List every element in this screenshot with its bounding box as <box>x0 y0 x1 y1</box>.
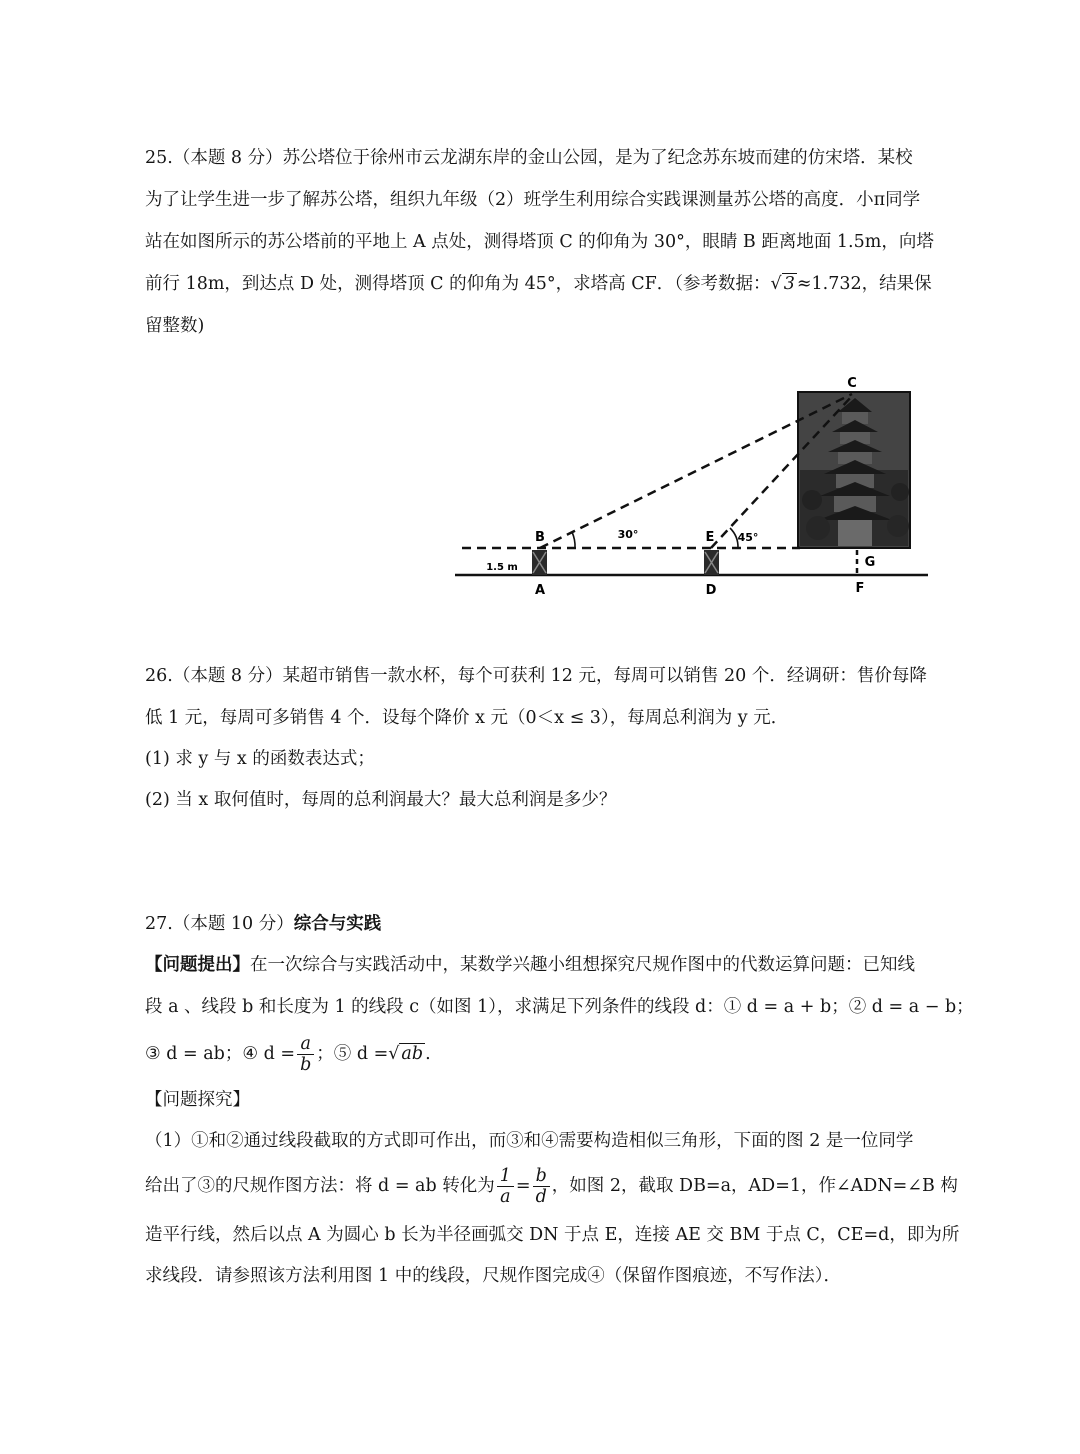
fraction-numerator: 1 <box>497 1166 514 1187</box>
angle-arc-30 <box>572 532 575 548</box>
fraction-numerator: a <box>297 1034 314 1055</box>
fraction-a-over-b <box>297 1034 314 1075</box>
label-g: G <box>864 555 876 570</box>
fraction-denominator: d <box>535 1187 547 1207</box>
q26-item-1: (1) 求 y 与 x 的函数表达式； <box>145 749 375 769</box>
q25-line-3: 站在如图所示的苏公塔前的平地上 A 点处，测得塔顶 C 的仰角为 30°，眼睛 B 距离地面 1.5m，向塔 <box>145 232 934 252</box>
q27-p2-line-2 <box>145 1164 958 1208</box>
label-c: C <box>847 376 857 391</box>
q25-line-5: 留整数) <box>145 316 205 336</box>
fraction-denominator: b <box>300 1055 312 1075</box>
label-b: B <box>535 530 545 545</box>
q27-header <box>145 912 945 936</box>
sqrt-ab: √ ab <box>388 1044 424 1064</box>
tower-figure <box>440 370 940 605</box>
angle-label-30: 30° <box>617 528 639 541</box>
observer-a-icon <box>532 550 547 575</box>
q27-p1-text-3a: ③ d = ab；④ d = <box>145 1044 296 1064</box>
q27-p1-text-3b: ；⑤ d = <box>316 1044 389 1064</box>
q27-p2-text-2a: 给出了③的尺规作图方法：将 d = ab 转化为 <box>145 1176 495 1196</box>
label-d: D <box>705 583 717 598</box>
label-a: A <box>534 583 546 598</box>
q26-line-1: 26.（本题 8 分）某超市销售一款水杯，每个可获利 12 元，每周可以销售 20 个．经调研：售价每降 <box>145 666 927 686</box>
fraction-b-over-d <box>533 1166 550 1207</box>
q27-p1-text-3c: . <box>425 1044 431 1064</box>
q27-title: 综合与实践 <box>293 914 382 934</box>
observer-d-icon <box>704 550 719 575</box>
equals-sign: = <box>515 1176 531 1196</box>
fraction-numerator: b <box>533 1166 550 1187</box>
label-e: E <box>705 530 715 545</box>
q25-line-4-tail: ≈1.732，结果保 <box>796 274 932 294</box>
q25-line-4-text: 前行 18m，到达点 D 处，测得塔顶 C 的仰角为 45°，求塔高 CF．（参考数据： <box>145 274 771 294</box>
fraction-1-over-a <box>497 1166 514 1207</box>
q25-line-4 <box>145 272 945 296</box>
label-f: F <box>855 581 865 596</box>
q27-p1-line-3 <box>145 1034 945 1075</box>
fraction-denominator: a <box>500 1187 511 1207</box>
sqrt-radicand: 3 <box>783 274 795 294</box>
q25-line-1: 25.（本题 8 分）苏公塔位于徐州市云龙湖东岸的金山公园，是为了纪念苏东坡而建的仿宋塔．某校 <box>145 148 913 168</box>
q27-number: 27.（本题 10 分） <box>145 914 294 934</box>
height-label: 1.5 m <box>486 562 518 573</box>
q27-p1-line-2: 段 a 、线段 b 和长度为 1 的线段 c（如图 1），求满足下列条件的线段 d：① d = a + b；② d = a − b； <box>145 997 974 1017</box>
section-tag-explore: 【问题探究】 <box>145 1090 250 1110</box>
section-tag-problem: 【问题提出】 <box>145 955 250 975</box>
q27-p2-line-1: （1）①和②通过线段截取的方式即可作出，而③和④需要构造相似三角形，下面的图 2 是一位同学 <box>145 1131 914 1151</box>
q27-p1-line-1 <box>145 953 945 977</box>
q26-item-2: (2) 当 x 取何值时，每周的总利润最大？最大总利润是多少？ <box>145 790 617 810</box>
sqrt-expression: √ 3 <box>770 274 795 294</box>
q27-p2-line-3: 造平行线，然后以点 A 为圆心 b 长为半径画弧交 DN 于点 E，连接 AE 交 BM 于点 C，CE=d，即为所 <box>145 1225 960 1245</box>
angle-label-45: 45° <box>737 531 759 544</box>
q25-line-2: 为了让学生进一步了解苏公塔，组织九年级（2）班学生利用综合实践课测量苏公塔的高度．小π同学 <box>145 190 921 210</box>
q26-line-2: 低 1 元，每周可多销售 4 个．设每个降价 x 元（0＜x ≤ 3），每周总利润为 y 元． <box>145 708 789 728</box>
q27-p2-text-2b: ，如图 2，截取 DB=a，AD=1，作∠ADN=∠B 构 <box>551 1176 958 1196</box>
sqrt-ab-radicand: ab <box>401 1044 424 1064</box>
q27-p2-line-4: 求线段．请参照该方法利用图 1 中的线段，尺规作图完成④（保留作图痕迹，不写作法）． <box>145 1266 842 1286</box>
q27-p1-text-1: 在一次综合与实践活动中，某数学兴趣小组想探究尺规作图中的代数运算问题：已知线 <box>250 955 915 975</box>
